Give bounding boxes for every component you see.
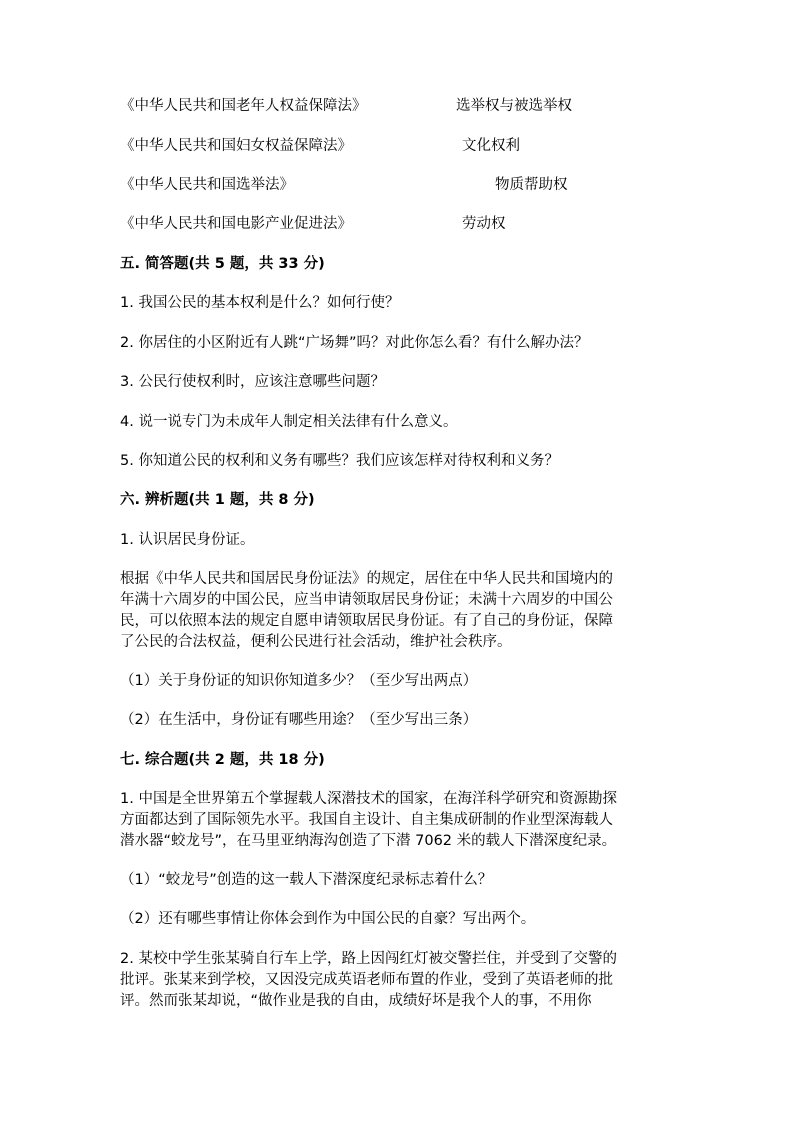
matching-right-1: 选举权与被选举权 — [456, 98, 572, 114]
section5-heading: 五. 简答题(共 5 题，共 33 分) — [120, 256, 325, 272]
section7-q1-subquestion-1: （1）“蛟龙号”创造的这一载人下潜深度纪录标志着什么？ — [120, 872, 493, 888]
matching-law-4: 《中华人民共和国电影产业促进法》 — [120, 216, 352, 232]
section5-question-5: 5. 你知道公民的权利和义务有哪些？我们应该怎样对待权利和义务？ — [120, 453, 559, 469]
matching-right-3: 物质帮助权 — [495, 177, 568, 193]
matching-right-2: 文化权利 — [462, 138, 520, 154]
section7-q1-subquestion-2: （2）还有哪些事情让你体会到作为中国公民的自豪？写出两个。 — [120, 911, 536, 927]
section5-question-3: 3. 公民行使权利时，应该注意哪些问题？ — [120, 374, 385, 390]
section7-question-1: 1. 中国是全世界第五个掌握载人深潜技术的国家，在海洋科学研究和资源勘探 方面都达到了国际领先水平。我国自主设计、自主集成研制的作业型深海载人 潜水器“蛟龙号”，在马里亚纳海沟创造了下潜 7062 米的载人下潜深度纪录。 — [120, 791, 617, 849]
section7-question-2: 2. 某校中学生张某骑自行车上学，路上因闯红灯被交警拦住，并受到了交警的 批评。张某来到学校，又因没完成英语老师布置的作业，受到了英语老师的批 评。然而张某却说，“做作业是我的自由，成绩好坏是我个人的事，不用你 — [120, 951, 617, 1009]
section5-question-4: 4. 说一说专门为未成年人制定相关法律有什么意义。 — [120, 414, 458, 430]
section7-heading: 七. 综合题(共 2 题，共 18 分) — [120, 752, 325, 768]
section6-subquestion-2: （2）在生活中，身份证有哪些用途？（至少写出三条） — [120, 712, 478, 728]
matching-law-3: 《中华人民共和国选举法》 — [120, 177, 294, 193]
section5-question-2: 2. 你居住的小区附近有人跳“广场舞”吗？对此你怎么看？有什么解办法？ — [120, 335, 589, 351]
section6-subquestion-1: （1）关于身份证的知识你知道多少？（至少写出两点） — [120, 673, 478, 689]
matching-law-2: 《中华人民共和国妇女权益保障法》 — [120, 138, 352, 154]
section6-passage: 根据《中华人民共和国居民身份证法》的规定，居住在中华人民共和国境内的 年满十六周岁的中国公民，应当申请领取居民身份证；未满十六周岁的中国公 民，可以依照本法的规定自愿申请领取居民身份证。有了自己的身份证，保障 了公民的合法权益，便利公民进行社会活动，维护社会秩序。 — [120, 571, 613, 650]
section6-heading: 六. 辨析题(共 1 题，共 8 分) — [120, 492, 315, 508]
matching-law-1: 《中华人民共和国老年人权益保障法》 — [120, 98, 367, 114]
section5-question-1: 1. 我国公民的基本权利是什么？如何行使？ — [120, 295, 400, 311]
matching-right-4: 劳动权 — [462, 216, 506, 232]
section6-question-1: 1. 认识居民身份证。 — [120, 532, 255, 548]
